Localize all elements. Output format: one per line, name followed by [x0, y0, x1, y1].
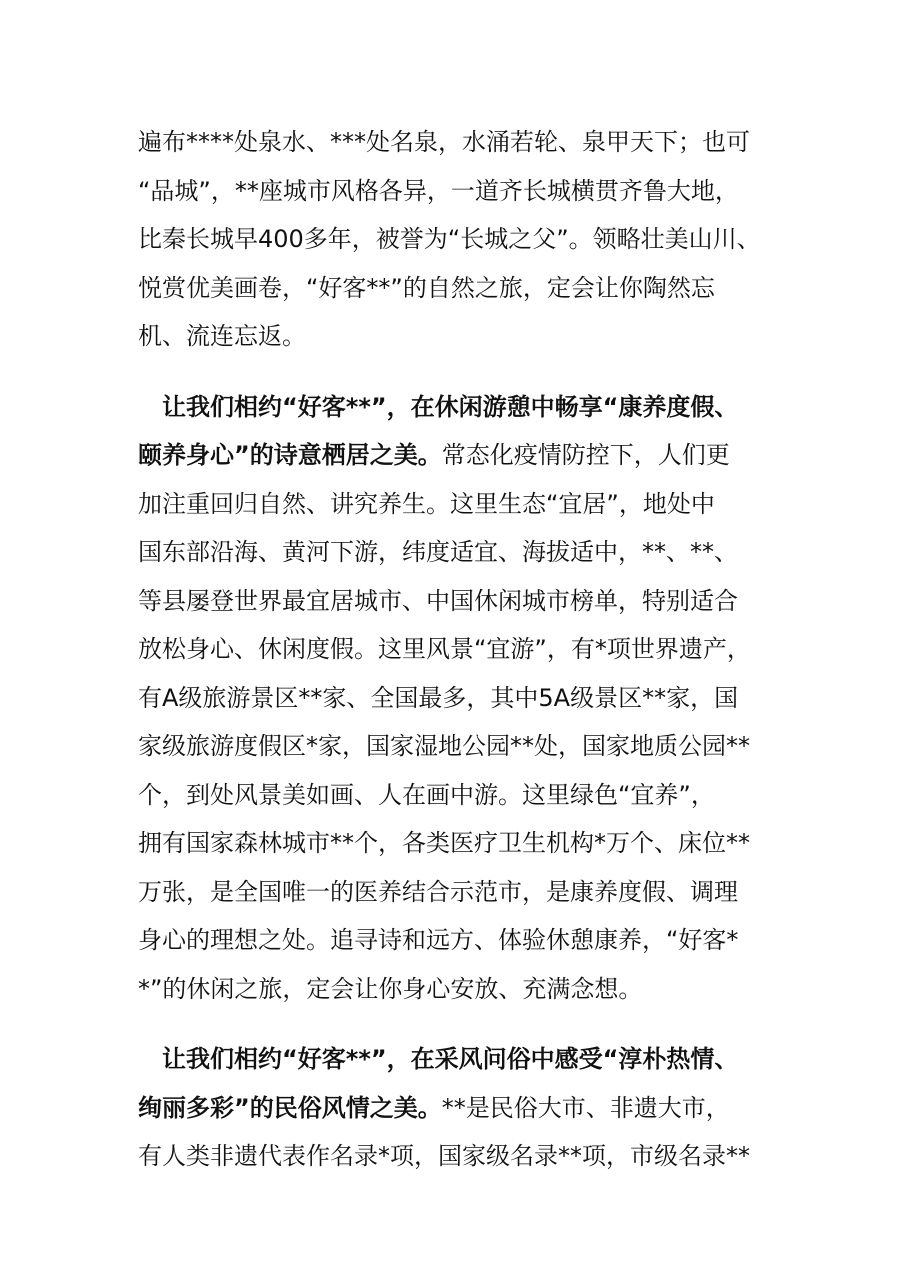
- heading-text: 绚丽多彩”的民俗风情之美。: [138, 1093, 442, 1122]
- paragraph-line: 比秦长城早400多年，被誉为“长城之父”。领略壮美山川、: [138, 225, 761, 253]
- document-body: [138, 118, 778, 1181]
- paragraph-line: 机、流连忘返。: [138, 322, 306, 350]
- paragraph-line: 身心的理想之处。追寻诗和远方、体验休憩康养，“好客*: [138, 926, 739, 954]
- paragraph-line: 有A级旅游景区**家、全国最多，其中5A级景区**家，国: [138, 683, 739, 712]
- paragraph-line: 悦赏优美画卷，“好客**”的自然之旅，定会让你陶然忘: [138, 273, 715, 302]
- paragraph-line: “品城”，**座城市风格各异，一道齐长城横贯齐鲁大地，: [138, 176, 739, 205]
- paragraph-spacer: [138, 1013, 778, 1035]
- paragraph-line: 放松身心、休闲度假。这里风景“宜游”，有*项世界遗产，: [138, 635, 751, 663]
- paragraph-line: 有人类非遗代表作名录*项，国家级名录**项，市级名录**: [138, 1142, 750, 1170]
- paragraph-spacer: [138, 361, 778, 383]
- heading-text: 让我们相约“好客**”，在休闲游憩中畅享“康养度假、: [162, 392, 739, 421]
- body-text: 常态化疫情防控下，人们更: [441, 441, 730, 469]
- paragraph-heading-line: [162, 1035, 778, 1084]
- paragraph-mixed-line: [138, 431, 778, 480]
- paragraph-line: 加注重回归自然、讲究养生。这里生态“宜居”，地处中: [138, 489, 715, 518]
- paragraph-line: 等县屡登世界最宜居城市、中国休闲城市榜单，特别适合: [138, 586, 738, 615]
- heading-text: 颐养身心”的诗意栖居之美。: [138, 441, 442, 469]
- paragraph-line: 遍布****处泉水、***处名泉，水涌若轮、泉甲天下；也可: [138, 128, 750, 156]
- paragraph-line: 国东部沿海、黄河下游，纬度适宜、海拔适中，**、**、: [138, 538, 738, 566]
- paragraph-line: 家级旅游度假区*家，国家湿地公园**处，国家地质公园**: [138, 732, 750, 760]
- body-text: **是民俗大市、非遗大市，: [441, 1093, 730, 1122]
- paragraph-mixed-line: [138, 1084, 778, 1133]
- paragraph-heading-line: [162, 383, 778, 432]
- paragraph-line: 拥有国家森林城市**个，各类医疗卫生机构*万个、床位**: [138, 829, 750, 857]
- paragraph-line: *”的休闲之旅，定会让你身心安放、充满念想。: [138, 974, 643, 1003]
- paragraph-line: 万张，是全国唯一的医养结合示范市，是康养度假、调理: [138, 877, 738, 906]
- heading-text: 让我们相约“好客**”，在采风问俗中感受“淳朴热情、: [162, 1045, 739, 1073]
- paragraph-line: 个，到处风景美如画、人在画中游。这里绿色“宜养”，: [138, 780, 715, 809]
